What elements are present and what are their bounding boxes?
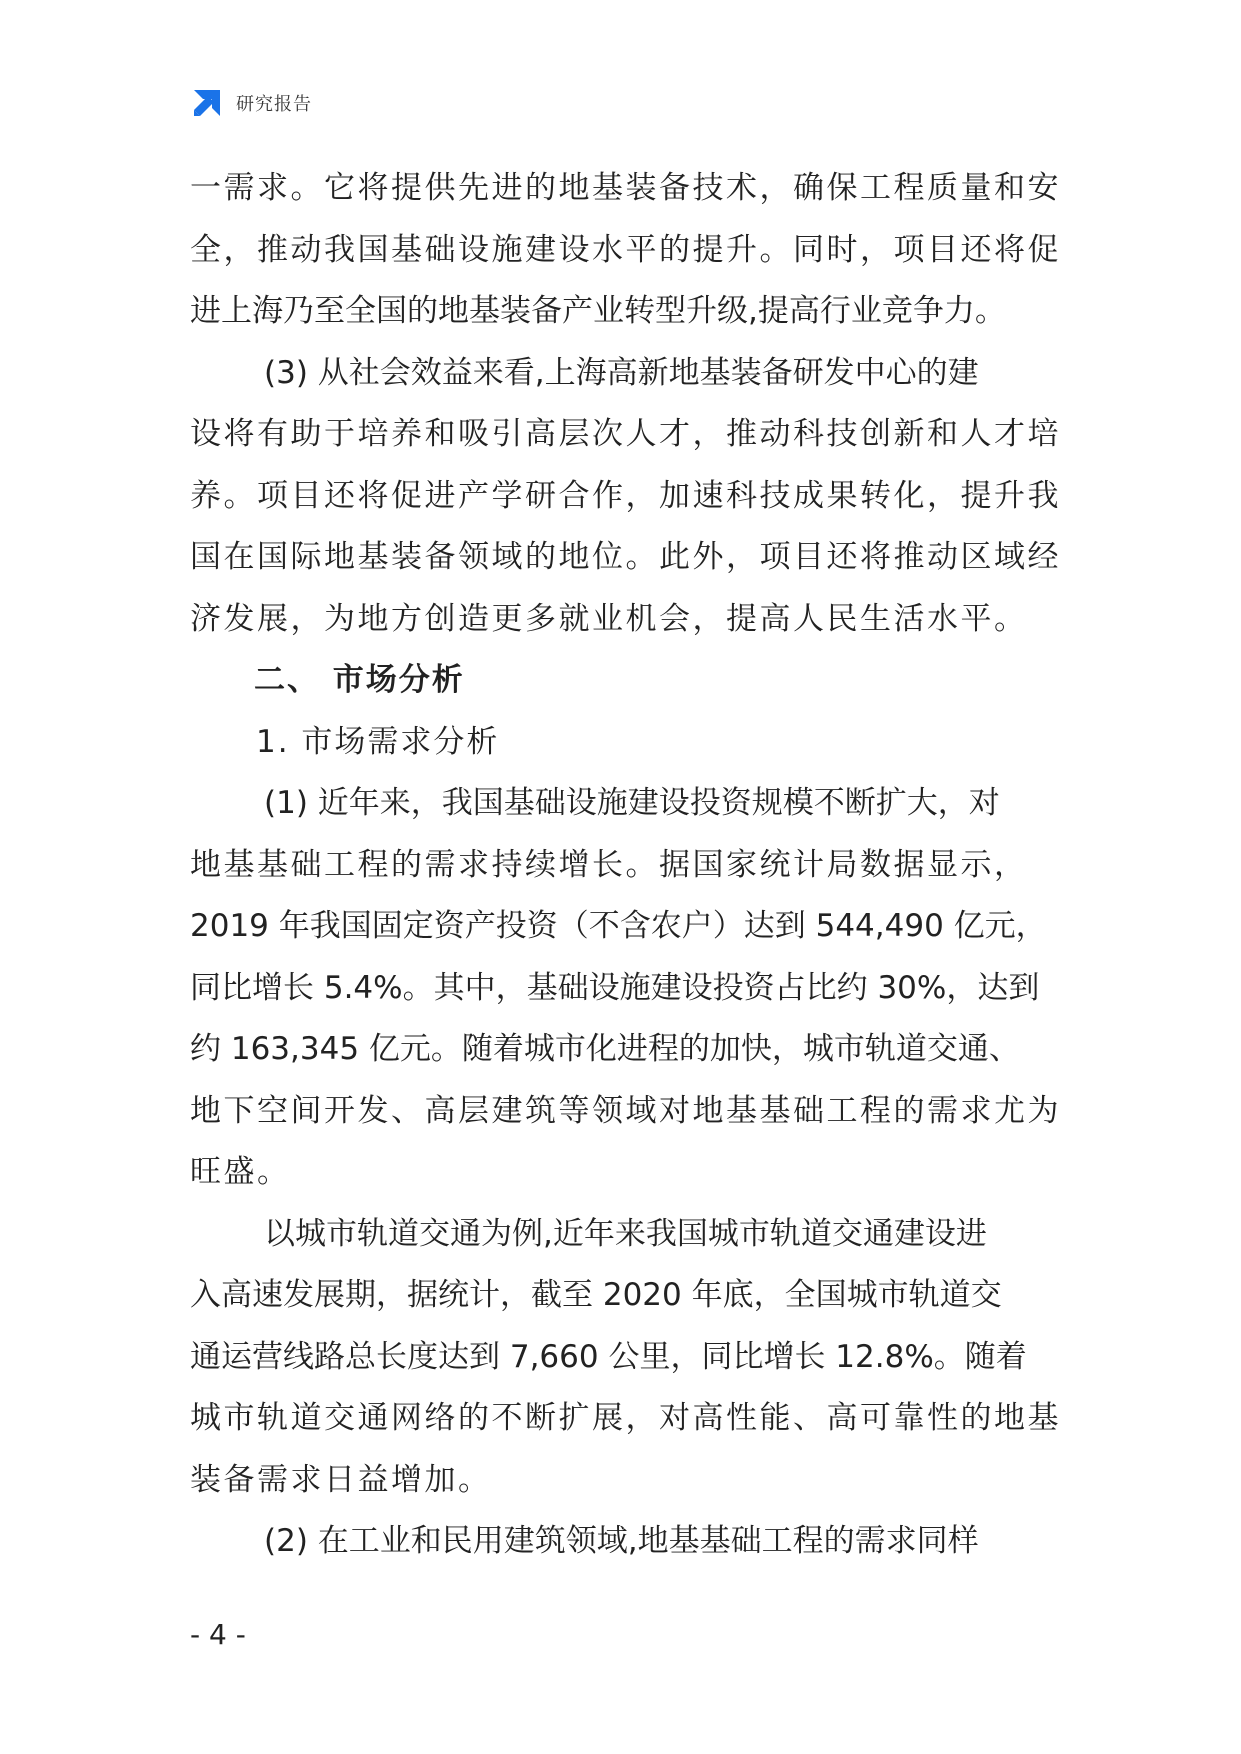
paragraph-line: 设将有助于培养和吸引高层次人才，推动科技创新和人才培 (190, 416, 1061, 452)
paragraph-line: 以城市轨道交通为例,近年来我国城市轨道交通建设进 (264, 1215, 987, 1252)
paragraph-line: 地下空间开发、高层建筑等领域对地基基础工程的需求尤为 (190, 1092, 1061, 1129)
paragraph-line: 地基基础工程的需求持续增长。据国家统计局数据显示， (190, 846, 1028, 883)
paragraph-line: 同比增长 5.4%。其中，基础设施建设投资占比约 30%，达到 (190, 969, 1040, 1006)
page-header (190, 86, 312, 120)
paragraph-line: 养。项目还将促进产学研合作，加速科技成果转化，提升我 (190, 477, 1061, 514)
section-heading: 二、 市场分析 (254, 662, 465, 698)
paragraph-line: 城市轨道交通网络的不断扩展，对高性能、高可靠性的地基 (190, 1400, 1061, 1436)
paragraph-line: 进上海乃至全国的地基装备产业转型升级,提高行业竞争力。 (190, 293, 1006, 329)
paragraph-line: 约 163,345 亿元。随着城市化进程的加快，城市轨道交通、 (190, 1031, 1020, 1067)
paragraph-line: 国在国际地基装备领域的地位。此外，项目还将推动区域经 (190, 539, 1061, 575)
paragraph-line: 通运营线路总长度达到 7,660 公里，同比增长 12.8%。随着 (190, 1338, 1027, 1375)
header-title: 研究报告 (236, 94, 312, 115)
paragraph-line: 2019 年我国固定资产投资（不含农户）达到 544,490 亿元， (190, 908, 1047, 944)
paragraph-line: (3) 从社会效益来看,上海高新地基装备研发中心的建 (264, 354, 979, 391)
paragraph-line: 济发展，为地方创造更多就业机会，提高人民生活水平。 (190, 600, 1028, 637)
report-logo-icon (190, 86, 224, 120)
paragraph-line: (1) 近年来，我国基础设施建设投资规模不断扩大，对 (264, 785, 1000, 821)
paragraph-line: 全，推动我国基础设施建设水平的提升。同时，项目还将促 (190, 231, 1061, 268)
paragraph-line: 入高速发展期，据统计，截至 2020 年底，全国城市轨道交 (190, 1277, 1002, 1313)
subsection-heading: 1. 市场需求分析 (256, 723, 500, 760)
paragraph-line: (2) 在工业和民用建筑领域,地基基础工程的需求同样 (264, 1523, 979, 1559)
paragraph-line: 装备需求日益增加。 (190, 1461, 492, 1498)
paragraph-line: 旺盛。 (190, 1154, 291, 1190)
page-number: - 4 - (190, 1618, 246, 1651)
paragraph-line: 一需求。它将提供先进的地基装备技术，确保工程质量和安 (190, 170, 1061, 206)
document-body (190, 158, 1070, 1573)
